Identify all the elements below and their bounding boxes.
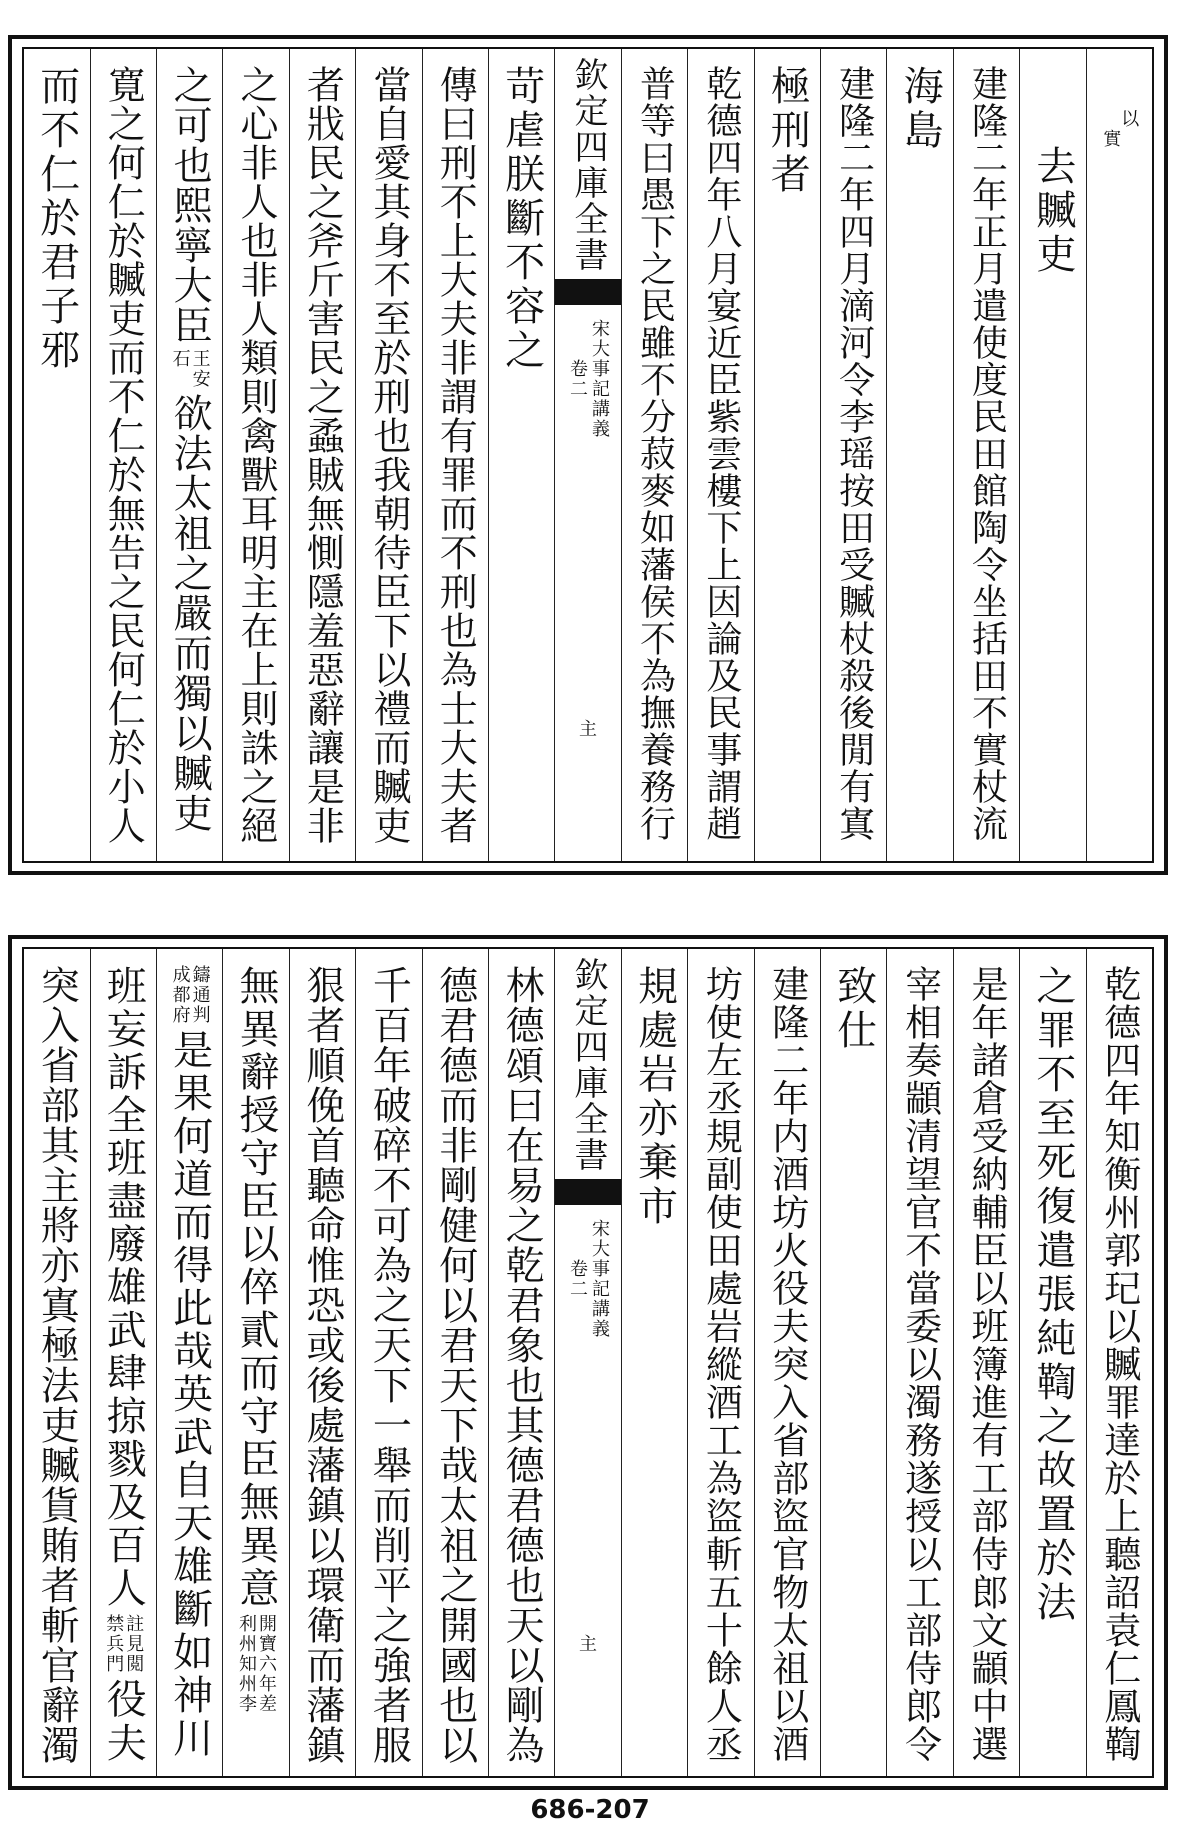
top-col-16 <box>90 49 156 861</box>
bottom-col-1 <box>1086 949 1152 1776</box>
page-number: 686-207 <box>530 1795 650 1825</box>
bottom-col-12 <box>355 949 421 1776</box>
top-col-15-note-b: 石 <box>169 349 191 369</box>
bottom-col-16-note-a: 註見閲 <box>123 1614 145 1674</box>
top-col-1-note-b: 實 <box>1100 129 1122 149</box>
bottom-col-14-text: 無異辭授守臣以倅貳而守臣無異意 <box>233 965 280 1610</box>
top-col-15-note-a: 王安 <box>189 349 211 389</box>
top-col-12 <box>355 49 421 861</box>
bottom-col-13-text: 狠者順俛首聽命惟恐或後處藩鎮以環衛而藩鎮 <box>299 965 345 1765</box>
bottom-col-15-note-a: 鑄通判 <box>189 965 211 1025</box>
bottom-col-14 <box>222 949 288 1776</box>
bottom-col-14-note <box>236 1614 278 1714</box>
top-col-6 <box>754 49 820 861</box>
bottom-leaf-number: 主 <box>579 1634 598 1655</box>
bottom-col-2-text: 之罪不至死復遣張純鞫之故置於法 <box>1029 965 1076 1625</box>
bottom-col-6-text: 建隆二年内酒坊火役夫突入省部盜官物太祖以酒 <box>765 965 809 1763</box>
bottom-col-3 <box>953 949 1019 1776</box>
top-fishtail-band <box>555 279 620 305</box>
top-col-15-text-b: 欲法太祖之嚴而獨以贓吏 <box>167 393 213 833</box>
top-col-8 <box>621 49 687 861</box>
bottom-col-6 <box>754 949 820 1776</box>
bottom-col-3-text: 是年諸倉受納輔臣以班簿進有工部侍郎文顓中選 <box>964 965 1008 1763</box>
top-col-14 <box>222 49 288 861</box>
bottom-col-4 <box>886 949 952 1776</box>
top-col-3-text: 建隆二年正月遣使度民田館陶令坐括田不實杖流 <box>966 65 1008 842</box>
top-col-10 <box>488 49 554 861</box>
top-col-3 <box>953 49 1019 861</box>
top-col-17-text: 而不仁於君子邪 <box>33 65 80 373</box>
bottom-col-2 <box>1019 949 1085 1776</box>
bottom-caption-title: 宋大事記講義 <box>589 1219 611 1339</box>
bottom-col-1-text: 乾德四年知衡州郭玘以贓罪達於上聽詔袁仁鳳鞫 <box>1097 965 1141 1763</box>
top-caption-title: 宋大事記講義 <box>589 319 611 439</box>
page-bottom-frame <box>22 947 1154 1778</box>
bottom-book-title: 欽定四庫全書 <box>568 957 609 1173</box>
top-col-7-text: 乾德四年八月宴近臣紫雲樓下上因論及民事謂趙 <box>700 65 742 842</box>
bottom-col-16-note <box>103 1614 145 1674</box>
bottom-fishtail-band <box>555 1179 620 1205</box>
bottom-col-16-note-b: 禁兵門 <box>103 1614 125 1674</box>
bottom-col-15-note <box>171 965 209 1025</box>
bottom-col-5 <box>820 949 886 1776</box>
bottom-col-15 <box>156 949 222 1776</box>
top-col-4 <box>886 49 952 861</box>
bottom-col-12-text: 千百年破碎不可為之天下一舉而削平之強者服 <box>366 965 412 1765</box>
bottom-col-8 <box>621 949 687 1776</box>
top-caption-volume: 卷二 <box>567 359 589 399</box>
bottom-col-5-text: 致仕 <box>830 965 877 1053</box>
bottom-col-17 <box>24 949 89 1776</box>
bottom-col-7 <box>687 949 753 1776</box>
top-col-15-text-a: 之可也熙寧大臣 <box>167 65 213 345</box>
top-col-17 <box>24 49 89 861</box>
top-col-6-text: 極刑者 <box>764 65 811 197</box>
bottom-col-16 <box>90 949 156 1776</box>
page-top <box>8 35 1168 875</box>
top-leaf-number: 主 <box>579 719 598 740</box>
top-col-14-text: 之心非人也非人類則禽獸耳明主在上則誅之絕 <box>234 65 279 845</box>
bottom-col-14-note-a: 開寶六年差 <box>256 1614 278 1714</box>
page-top-frame <box>22 47 1154 863</box>
bottom-col-15-text: 是果何道而得此哉英武自天雄斷如神川 <box>166 1029 213 1760</box>
bottom-caption-volume: 卷二 <box>567 1259 589 1299</box>
top-col-10-text: 苛虐朕斷不容之 <box>498 65 545 373</box>
top-col-15 <box>156 49 222 861</box>
top-col-2 <box>1019 49 1085 861</box>
bottom-col-7-text: 坊使左丞規副使田處岩縱酒工為盜斬五十餘人丞 <box>699 965 743 1763</box>
top-col-7 <box>687 49 753 861</box>
top-col-2-text: 去贓吏 <box>1029 145 1076 277</box>
bottom-col-4-text: 宰相奏顓清望官不當委以濁務遂授以工部侍郎令 <box>898 965 942 1763</box>
bottom-col-8-text: 規處岩亦棄市 <box>631 965 678 1229</box>
top-col-1 <box>1086 49 1152 861</box>
bottom-col-10-text: 林德頌曰在易之乾君象也其德君德也天以剛為 <box>499 965 545 1765</box>
bottom-col-17-text: 突入省部其主將亦寘極法吏贓貨賄者斬官辭濁 <box>34 965 80 1765</box>
bottom-col-16-text-a: 班妄訴全班盡廢雄武肆掠戮及百人 <box>100 965 147 1610</box>
bottom-col-10 <box>488 949 554 1776</box>
top-col-1-note-a: 以 <box>1118 109 1140 129</box>
bottom-col-11 <box>422 949 488 1776</box>
page-bottom <box>8 935 1168 1790</box>
top-col-15-note <box>171 349 209 389</box>
bottom-col-14-note-b: 利州知州李 <box>236 1614 258 1714</box>
bottom-col-11-text: 德君德而非剛健何以君天下哉太祖之開國也以 <box>432 965 478 1765</box>
top-col-5 <box>820 49 886 861</box>
top-col-11 <box>422 49 488 861</box>
top-col-4-text: 海島 <box>897 65 944 153</box>
top-col-13 <box>289 49 355 861</box>
top-col-5-text: 建隆二年四月滴河令李瑶按田受贓杖殺後閒有寘 <box>833 65 875 842</box>
bottom-col-13 <box>289 949 355 1776</box>
top-col-8-text: 普等曰愚下之民雖不分菽麥如藩侯不為撫養務行 <box>634 65 676 842</box>
top-book-title: 欽定四庫全書 <box>568 57 609 273</box>
bottom-col-16-text-b: 役夫 <box>100 1678 147 1766</box>
bottom-center-column <box>554 949 620 1776</box>
top-col-11-text: 傳曰刑不上大夫非謂有罪而不刑也為士大夫者 <box>433 65 478 845</box>
top-col-16-text: 寛之何仁於贓吏而不仁於無告之民何仁於小人 <box>101 65 146 845</box>
top-col-12-text: 當自愛其身不至於刑也我朝待臣下以禮而贓吏 <box>366 65 411 845</box>
top-center-column <box>554 49 620 861</box>
bottom-col-15-note-b: 成都府 <box>169 965 191 1025</box>
top-col-13-text: 者戕民之斧斤害民之蟊賊無惻隱羞惡辭讓是非 <box>300 65 345 845</box>
